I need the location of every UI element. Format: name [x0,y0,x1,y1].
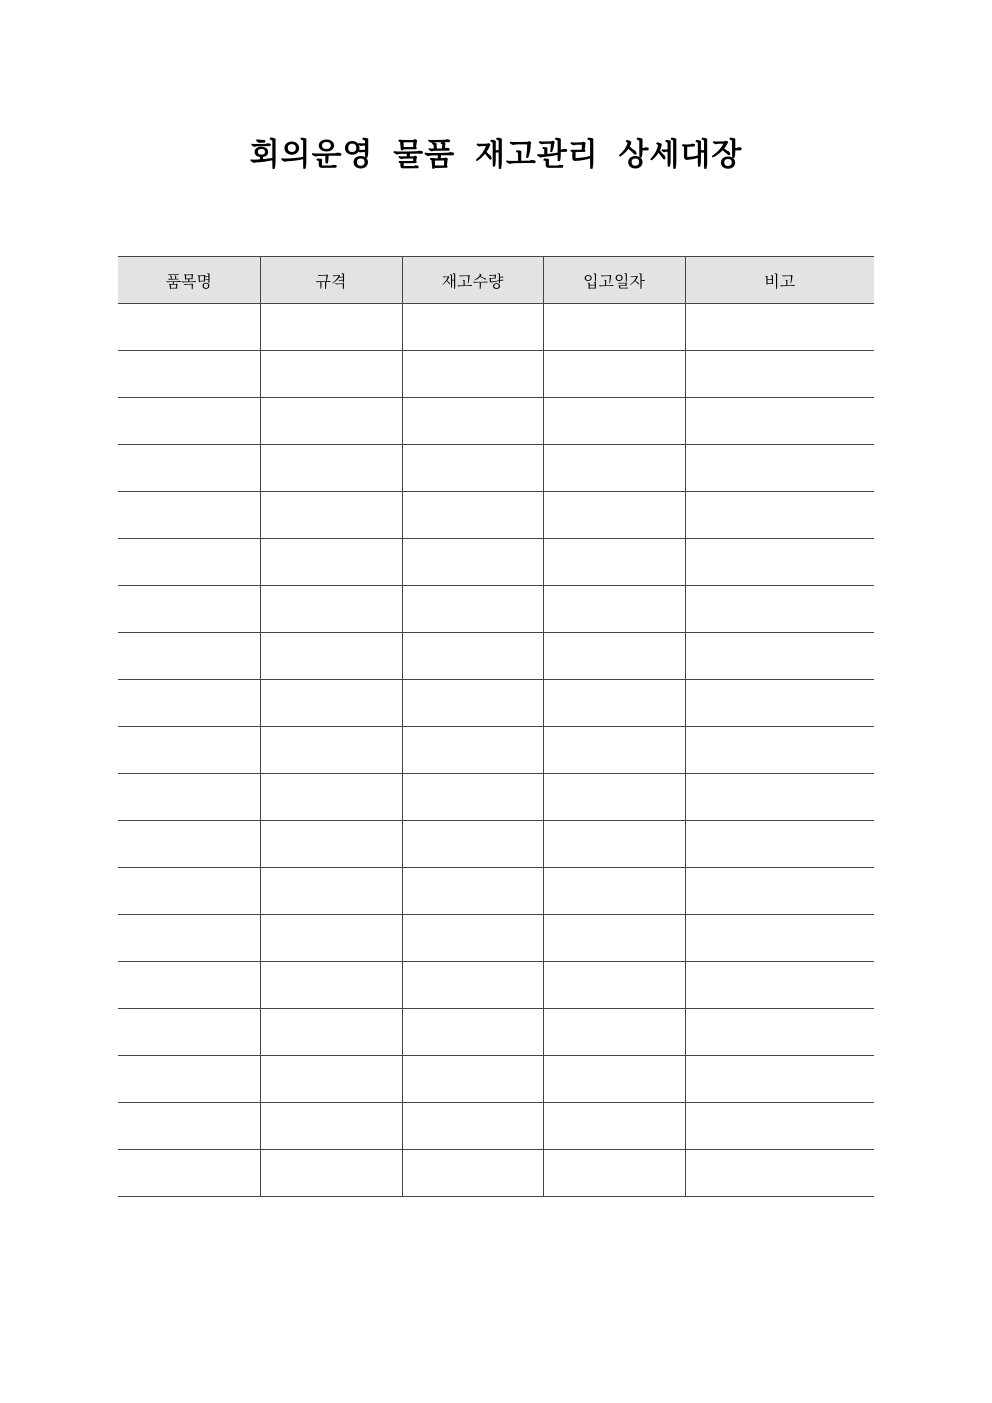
cell-item-name[interactable] [118,774,260,821]
cell-item-name[interactable] [118,445,260,492]
cell-stock-quantity[interactable] [402,492,543,539]
table-row [118,962,874,1009]
cell-spec[interactable] [260,539,402,586]
cell-receipt-date[interactable] [543,1103,685,1150]
cell-spec[interactable] [260,727,402,774]
cell-item-name[interactable] [118,539,260,586]
cell-remarks[interactable] [685,445,874,492]
cell-item-name[interactable] [118,1056,260,1103]
column-header-spec: 규격 [260,257,402,304]
cell-remarks[interactable] [685,304,874,351]
cell-stock-quantity[interactable] [402,398,543,445]
cell-spec[interactable] [260,492,402,539]
cell-receipt-date[interactable] [543,727,685,774]
cell-item-name[interactable] [118,492,260,539]
page-title: 회의운영 물품 재고관리 상세대장 [249,137,743,173]
cell-remarks[interactable] [685,539,874,586]
table-row [118,304,874,351]
cell-remarks[interactable] [685,633,874,680]
cell-spec[interactable] [260,398,402,445]
cell-stock-quantity[interactable] [402,868,543,915]
table-row [118,351,874,398]
table-row [118,915,874,962]
cell-receipt-date[interactable] [543,633,685,680]
cell-receipt-date[interactable] [543,1056,685,1103]
cell-item-name[interactable] [118,1150,260,1197]
cell-stock-quantity[interactable] [402,1056,543,1103]
cell-stock-quantity[interactable] [402,1150,543,1197]
inventory-table [118,256,874,1197]
cell-remarks[interactable] [685,1009,874,1056]
table-row [118,821,874,868]
cell-item-name[interactable] [118,868,260,915]
cell-stock-quantity[interactable] [402,351,543,398]
cell-stock-quantity[interactable] [402,774,543,821]
cell-remarks[interactable] [685,868,874,915]
table-row [118,680,874,727]
cell-remarks[interactable] [685,1056,874,1103]
table-row [118,586,874,633]
cell-item-name[interactable] [118,398,260,445]
column-header-remarks: 비고 [685,257,874,304]
cell-stock-quantity[interactable] [402,962,543,1009]
cell-item-name[interactable] [118,586,260,633]
cell-remarks[interactable] [685,727,874,774]
cell-stock-quantity[interactable] [402,821,543,868]
cell-receipt-date[interactable] [543,304,685,351]
cell-receipt-date[interactable] [543,539,685,586]
cell-stock-quantity[interactable] [402,1103,543,1150]
cell-receipt-date[interactable] [543,915,685,962]
cell-item-name[interactable] [118,633,260,680]
cell-item-name[interactable] [118,1103,260,1150]
cell-remarks[interactable] [685,351,874,398]
cell-receipt-date[interactable] [543,492,685,539]
cell-stock-quantity[interactable] [402,539,543,586]
cell-item-name[interactable] [118,680,260,727]
cell-spec[interactable] [260,1150,402,1197]
table-row [118,445,874,492]
cell-spec[interactable] [260,821,402,868]
table-row [118,633,874,680]
cell-item-name[interactable] [118,351,260,398]
cell-item-name[interactable] [118,962,260,1009]
cell-remarks[interactable] [685,962,874,1009]
table-body [118,304,874,1197]
cell-remarks[interactable] [685,680,874,727]
cell-receipt-date[interactable] [543,1150,685,1197]
cell-spec[interactable] [260,962,402,1009]
cell-stock-quantity[interactable] [402,1009,543,1056]
cell-spec[interactable] [260,351,402,398]
cell-remarks[interactable] [685,1103,874,1150]
cell-spec[interactable] [260,1056,402,1103]
table-header-row [118,257,874,304]
cell-remarks[interactable] [685,586,874,633]
cell-receipt-date[interactable] [543,962,685,1009]
table-row [118,727,874,774]
cell-remarks[interactable] [685,492,874,539]
cell-receipt-date[interactable] [543,445,685,492]
cell-receipt-date[interactable] [543,1009,685,1056]
table-row [118,1056,874,1103]
table-row [118,492,874,539]
column-header-item-name: 품목명 [118,257,260,304]
table-row [118,1150,874,1197]
cell-remarks[interactable] [685,774,874,821]
cell-item-name[interactable] [118,821,260,868]
cell-spec[interactable] [260,304,402,351]
cell-item-name[interactable] [118,1009,260,1056]
cell-spec[interactable] [260,445,402,492]
cell-remarks[interactable] [685,821,874,868]
cell-stock-quantity[interactable] [402,445,543,492]
table-row [118,868,874,915]
column-header-receipt-date: 입고일자 [543,257,685,304]
cell-remarks[interactable] [685,398,874,445]
cell-receipt-date[interactable] [543,868,685,915]
cell-remarks[interactable] [685,915,874,962]
cell-stock-quantity[interactable] [402,633,543,680]
cell-stock-quantity[interactable] [402,586,543,633]
column-header-stock-quantity: 재고수량 [402,257,543,304]
cell-spec[interactable] [260,915,402,962]
cell-receipt-date[interactable] [543,821,685,868]
cell-item-name[interactable] [118,727,260,774]
table-row [118,398,874,445]
cell-receipt-date[interactable] [543,774,685,821]
cell-item-name[interactable] [118,304,260,351]
cell-spec[interactable] [260,633,402,680]
cell-spec[interactable] [260,586,402,633]
cell-spec[interactable] [260,1009,402,1056]
table-row [118,1103,874,1150]
cell-spec[interactable] [260,1103,402,1150]
cell-stock-quantity[interactable] [402,915,543,962]
cell-stock-quantity[interactable] [402,680,543,727]
cell-remarks[interactable] [685,1150,874,1197]
cell-receipt-date[interactable] [543,680,685,727]
cell-stock-quantity[interactable] [402,304,543,351]
cell-receipt-date[interactable] [543,398,685,445]
table-row [118,1009,874,1056]
table-row [118,774,874,821]
table-row [118,539,874,586]
cell-receipt-date[interactable] [543,586,685,633]
cell-receipt-date[interactable] [543,351,685,398]
cell-spec[interactable] [260,680,402,727]
cell-item-name[interactable] [118,915,260,962]
cell-spec[interactable] [260,868,402,915]
cell-spec[interactable] [260,774,402,821]
cell-stock-quantity[interactable] [402,727,543,774]
